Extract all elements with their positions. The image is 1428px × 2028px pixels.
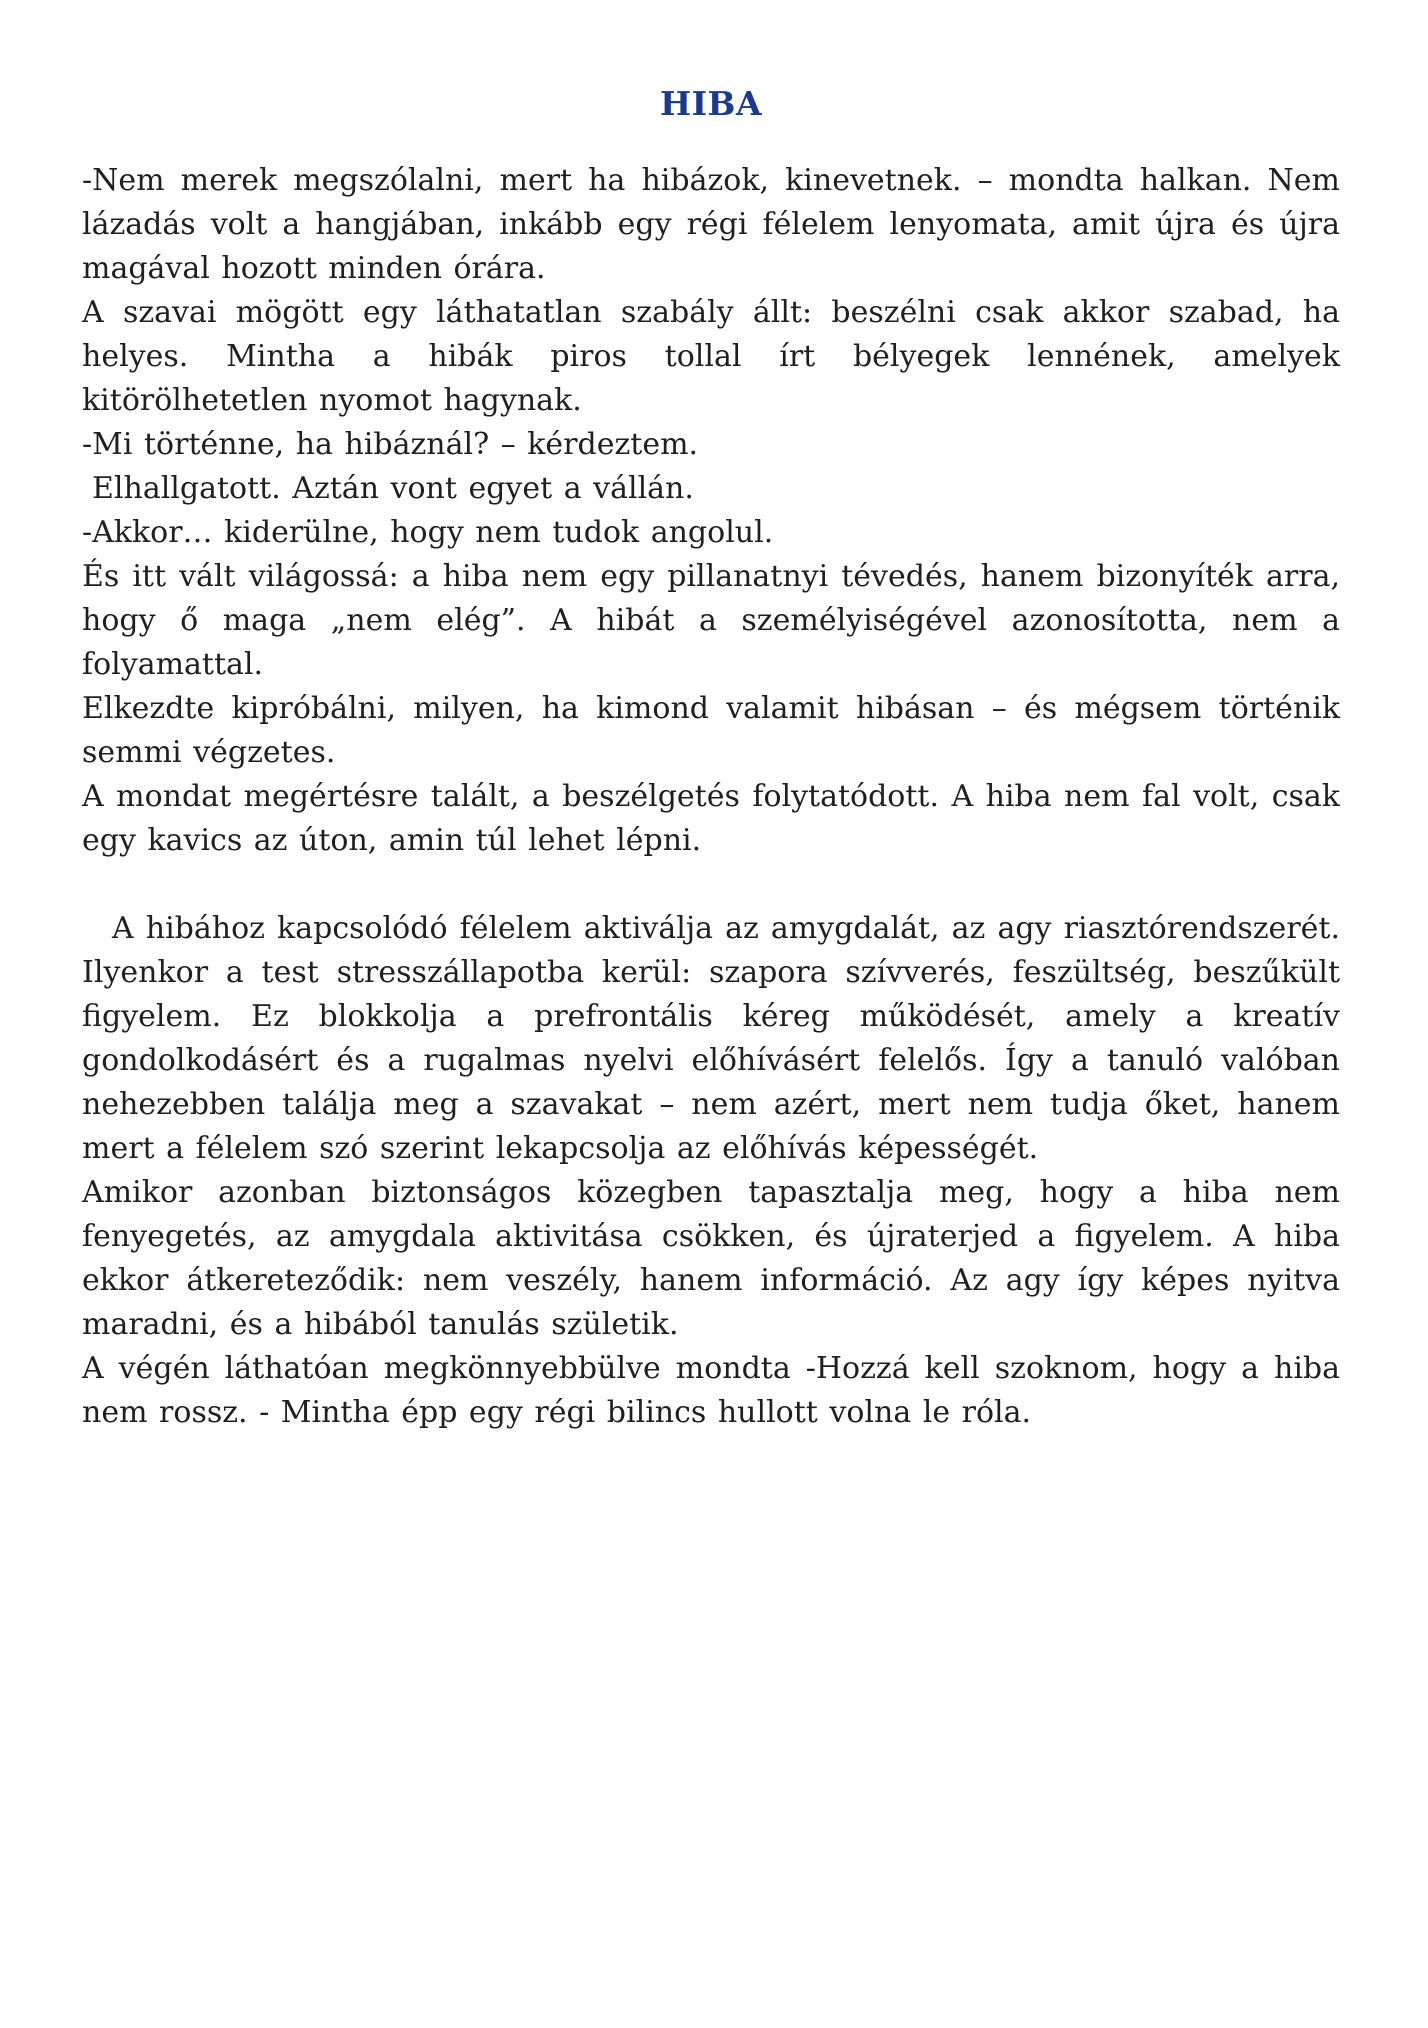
paragraph-amygdala: A hibához kapcsolódó félelem aktiválja az amygdalát, az agy riasztórendszerét. Ilyenkor a test stresszállapotba kerül: szapora szívverés, feszültség, beszűkült figyelem. Ez blokkolja a prefrontális kéreg működését, amely a kreatív gondolkodásért és a rugalmas nyelvi előhívásért felelős. Így a tanuló valóban nehezebben találja meg a szavakat – nem azért, mert nem tudja őket, hanem mert a félelem szó szerint lekapcsolja az előhívás képességét. <box>82 911 1340 1166</box>
paragraph-conclusion-story: A mondat megértésre talált, a beszélgetés folytatódott. A hiba nem fal volt, csak egy kavics az úton, amin túl lehet lépni. <box>82 779 1340 858</box>
paragraph-answer: -Akkor… kiderülne, hogy nem tudok angolul. <box>82 515 774 550</box>
paragraph-insight: És itt vált világossá: a hiba nem egy pillanatnyi tévedés, hanem bizonyíték arra, hogy ő maga „nem elég”. A hibát a személyiségével azonosította, nem a folyamattal. <box>82 559 1340 682</box>
paragraph-reframing: Amikor azonban biztonságos közegben tapasztalja meg, hogy a hiba nem fenyegetés, az amygdala aktivitása csökken, és újraterjed a figyelem. A hiba ekkor átkereteződik: nem veszély, hanem információ. Az agy így képes nyitva maradni, és a hibából tanulás születik. <box>82 1175 1340 1342</box>
paragraph-ending: A végén láthatóan megkönnyebbülve mondta -Hozzá kell szoknom, hogy a hiba nem rossz. - Mintha épp egy régi bilincs hullott volna le róla. <box>82 1351 1340 1430</box>
paragraph-pause: Elhallgatott. Aztán vont egyet a vállán. <box>92 471 694 506</box>
document-title: HIBA <box>659 84 763 123</box>
paragraph-rule: A szavai mögött egy láthatatlan szabály állt: beszélni csak akkor szabad, ha helyes. Mintha a hibák piros tollal írt bélyegek lennének, amelyek kitörölhetetlen nyomot hagynak. <box>82 295 1340 418</box>
paragraph-experiment: Elkezdte kipróbálni, milyen, ha kimond valamit hibásan – és mégsem történik semmi végzetes. <box>82 691 1340 770</box>
paragraph-question: -Mi történne, ha hibáznál? – kérdeztem. <box>82 427 699 462</box>
paragraph-dialogue-1: -Nem merek megszólalni, mert ha hibázok, kinevetnek. – mondta halkan. Nem lázadás volt a hangjában, inkább egy régi félelem lenyomata, amit újra és újra magával hozott minden órára. <box>82 163 1340 286</box>
